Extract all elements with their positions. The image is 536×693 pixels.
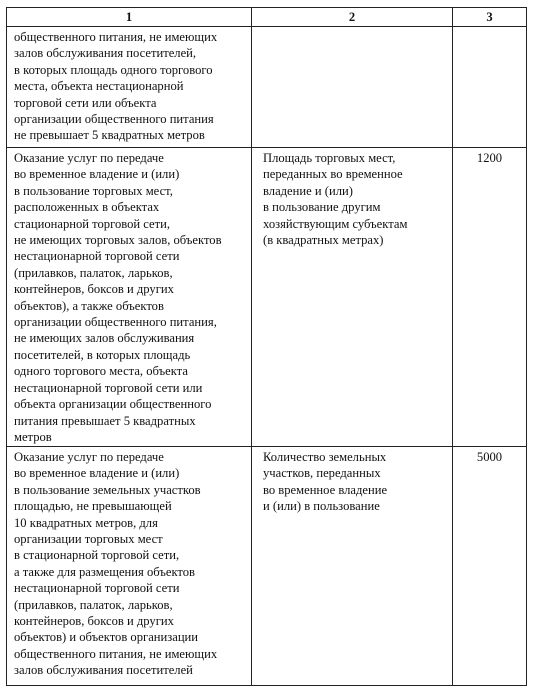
base-yield-cell: 5000 bbox=[453, 447, 527, 686]
physical-indicator-cell: Количество земельных участков, переданных во временное владение и (или) в пользование bbox=[252, 447, 453, 686]
column-header-1: 1 bbox=[7, 8, 252, 27]
table-row bbox=[7, 27, 527, 148]
column-header-3: 3 bbox=[453, 8, 527, 27]
activity-description-cell: Оказание услуг по передаче во временное владение и (или) в пользование торговых мест, расположенных в объектах стационарной торговой сети, не имеющих торговых залов, объектов нестационарной торговой сети (прилавков, палаток, ларьков, контейнеров, боксов и других объектов), а также объектов организации общественного питания, не имеющих залов обслуживания посетителей, в которых площадь одного торгового места, объекта нестационарной торговой сети или объекта организации общественного питания превышает 5 квадратных метров bbox=[7, 148, 252, 447]
activity-description-cell: Оказание услуг по передаче во временное владение и (или) в пользование земельных участков площадью, не превышающей 10 квадратных метров, для организации торговых мест в стационарной торговой сети, а также для размещения объектов нестационарной торговой сети (прилавков, палаток, ларьков, контейнеров, боксов и других объектов) и объектов организации общественного питания, не имеющих залов обслуживания посетителей bbox=[7, 447, 252, 686]
physical-indicator-cell: Площадь торговых мест, переданных во временное владение и (или) в пользование другим хозяйствующим субъектам (в квадратных метрах) bbox=[252, 148, 453, 447]
header-row bbox=[7, 8, 527, 27]
table-row bbox=[7, 447, 527, 686]
base-yield-cell: 1200 bbox=[453, 148, 527, 447]
physical-indicator-cell bbox=[252, 27, 453, 148]
base-yield-cell bbox=[453, 27, 527, 148]
tax-rate-table bbox=[6, 7, 527, 686]
column-header-2: 2 bbox=[252, 8, 453, 27]
activity-description-cell: общественного питания, не имеющих залов обслуживания посетителей, в которых площадь одного торгового места, объекта нестационарной торговой сети или объекта организации общественного питания не превышает 5 квадратных метров bbox=[7, 27, 252, 148]
table-row bbox=[7, 148, 527, 447]
